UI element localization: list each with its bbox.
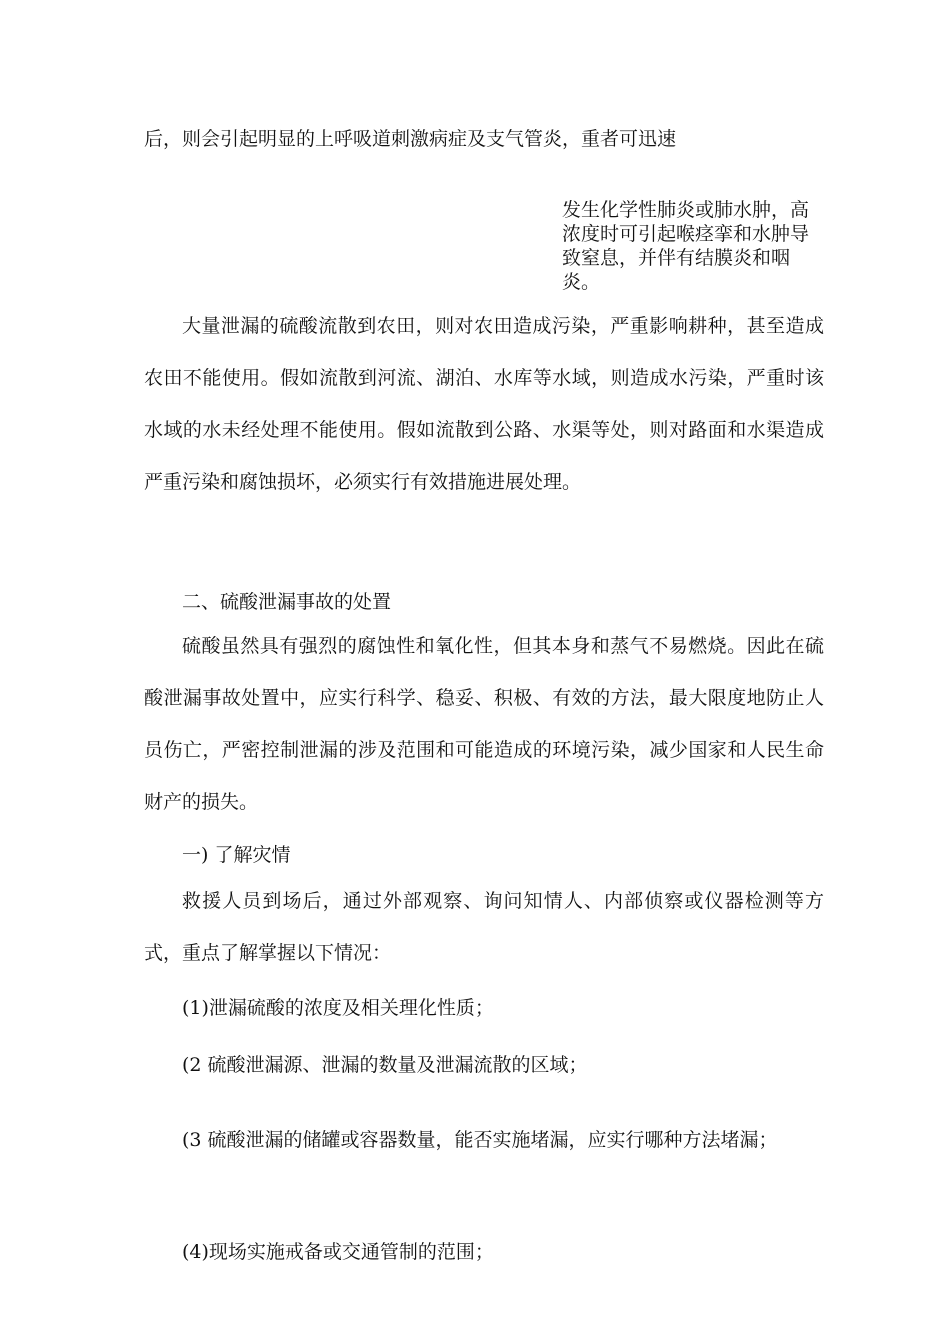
- section-title: 二、硫酸泄漏事故的处置: [182, 591, 392, 613]
- list-item-2: (2 硫酸泄漏源、泄漏的数量及泄漏流散的区域；: [182, 1054, 588, 1076]
- paragraph-disposal: 硫酸虽然具有强烈的腐蚀性和氧化性，但其本身和蒸气不易燃烧。因此在硫酸泄漏事故处置中，应实行科学、稳妥、积极、有效的方法，最大限度地防止人员伤亡，严密控制泄漏的涉及范围和可能造成的环境污染，减少国家和人民生命财产的损失。: [144, 635, 824, 813]
- paragraph-spill-impact: 大量泄漏的硫酸流散到农田，则对农田造成污染，严重影响耕种，甚至造成农田不能使用。假如流散到河流、湖泊、水库等水域，则造成水污染，严重时该水域的水未经处理不能使用。假如流散到公路、水渠等处，则对路面和水渠造成严重污染和腐蚀损坏，必须实行有效措施进展处理。: [144, 315, 824, 493]
- list-item-4: (4)现场实施戒备或交通管制的范围；: [182, 1241, 494, 1263]
- subsection-title: 一) 了解灾情: [182, 844, 291, 866]
- paragraph-rescue: 救援人员到场后，通过外部观察、询问知情人、内部侦察或仪器检测等方式，重点了解掌握以下情况：: [144, 890, 824, 964]
- side-note: 发生化学性肺炎或肺水肿，高浓度时可引起喉痉挛和水肿导致窒息，并伴有结膜炎和咽炎。: [562, 199, 810, 293]
- list-item-1: (1)泄漏硫酸的浓度及相关理化性质；: [182, 997, 494, 1019]
- continuation-line: 后，则会引起明显的上呼吸道刺激病症及支气管炎，重者可迅速: [144, 128, 677, 150]
- list-item-3: (3 硫酸泄漏的储罐或容器数量，能否实施堵漏，应实行哪种方法堵漏；: [182, 1129, 778, 1151]
